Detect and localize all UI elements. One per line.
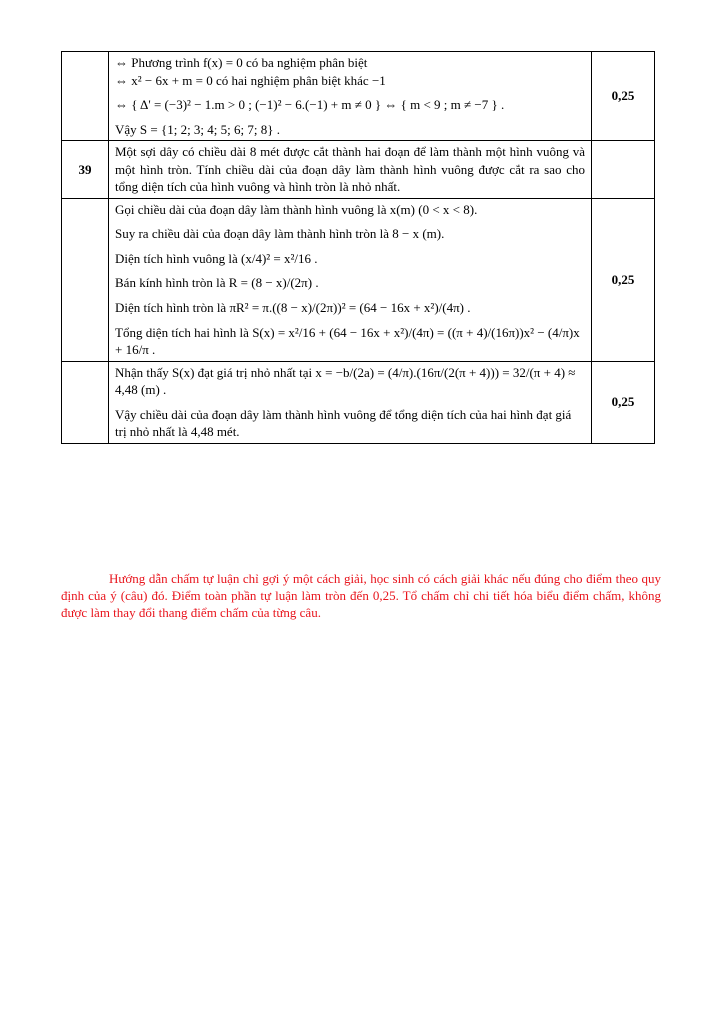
solution-line: Tổng diện tích hai hình là S(x) = x²/16 + (64 − 16x + x²)/(4π) = ((π + 4)/(16π))x² − (4/π)x + 16/π .: [115, 324, 580, 358]
solution-line: ⇔ Phương trình f(x) = 0 có ba nghiệm phân biệt: [115, 55, 368, 70]
points-cell: 0,25: [592, 52, 655, 141]
question-text: Một sợi dây có chiều dài 8 mét được cắt thành hai đoạn để làm thành một hình vuông và một hình tròn. Tính chiều dài của đoạn dây làm thành hình vuông được cắt ra sao cho tổng diện tích của hình vuông và hình tròn là nhỏ nhất.: [115, 144, 585, 195]
question-number-cell: [62, 198, 109, 361]
solution-line: Nhận thấy S(x) đạt giá trị nhỏ nhất tại x = −b/(2a) = (4/π).(16π/(2(π + 4))) = 32/(π + 4) ≈ 4,48 (m) .: [115, 364, 576, 398]
points-cell: 0,25: [592, 198, 655, 361]
question-text-cell: [109, 141, 592, 199]
solution-line: Suy ra chiều dài của đoạn dây làm thành hình tròn là 8 − x (m).: [115, 226, 445, 242]
solution-line: Vậy chiều dài của đoạn dây làm thành hình vuông để tổng diện tích của hai hình đạt giá trị nhỏ nhất là 4,48 mét.: [115, 406, 572, 440]
grading-note-text: Hướng dẫn chấm tự luận chỉ gợi ý một cách giải, học sinh có cách giải khác nếu đúng cho điểm theo quy định của ý (câu) đó. Điểm toàn phần tự luận làm tròn đến 0,25. Tổ chấm chỉ chi tiết hóa biểu điểm chấm, không được làm thay đổi thang điểm chấm của từng câu.: [61, 571, 661, 620]
question-number-cell: [62, 52, 109, 141]
solution-line: ⇔ x² − 6x + m = 0 có hai nghiệm phân biệt khác −1: [115, 72, 386, 88]
points-cell: [592, 141, 655, 199]
table-row: [62, 198, 655, 361]
solution-line: Diện tích hình tròn là πR² = π.((8 − x)/(2π))² = (64 − 16x + x²)/(4π) .: [115, 300, 471, 316]
solution-line: Diện tích hình vuông là (x/4)² = x²/16 .: [115, 250, 318, 266]
question-number-cell: 39: [62, 141, 109, 199]
solution-line: Vậy S = {1; 2; 3; 4; 5; 6; 7; 8} .: [115, 121, 280, 137]
grading-table: [61, 51, 655, 444]
grading-note: [61, 571, 661, 622]
solution-line: Bán kính hình tròn là R = (8 − x)/(2π) .: [115, 275, 319, 291]
table-row: [62, 141, 655, 199]
solution-cell: [109, 361, 592, 443]
solution-cell: [109, 198, 592, 361]
question-number-cell: [62, 361, 109, 443]
solution-line: ⇔ { Δ' = (−3)² − 1.m > 0 ; (−1)² − 6.(−1) + m ≠ 0 } ⇔ { m < 9 ; m ≠ −7 } .: [115, 97, 505, 113]
solution-line: Gọi chiều dài của đoạn dây làm thành hình vuông là x(m) (0 < x < 8).: [115, 201, 478, 217]
table-row: [62, 52, 655, 141]
solution-cell: [109, 52, 592, 141]
points-cell: 0,25: [592, 361, 655, 443]
table-row: [62, 361, 655, 443]
